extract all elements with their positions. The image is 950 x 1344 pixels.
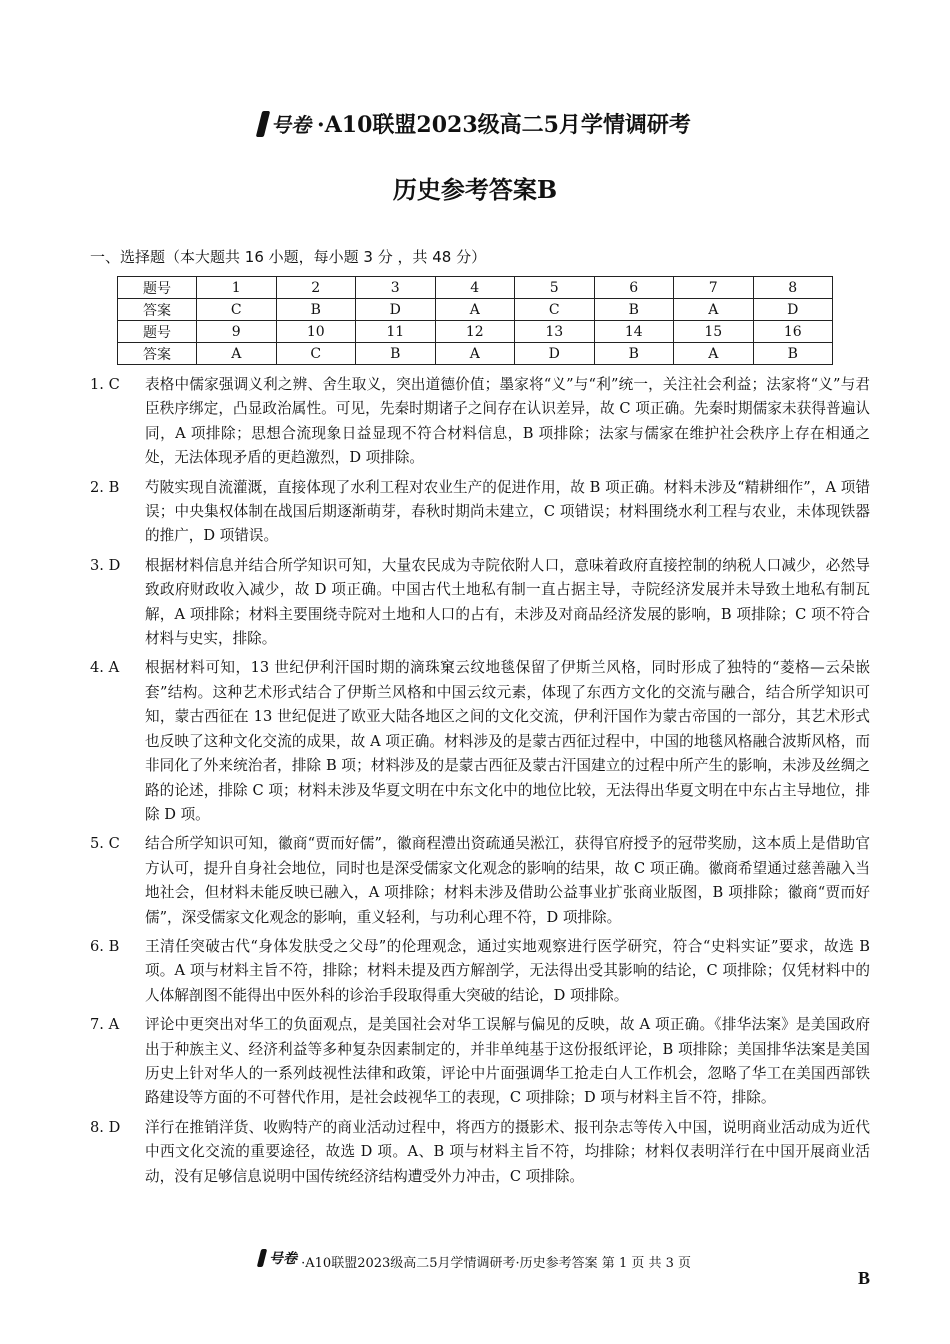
table-cell: 10 bbox=[276, 321, 356, 343]
table-cell: B bbox=[594, 343, 674, 365]
footer-logo bbox=[259, 1248, 297, 1268]
table-cell: 3 bbox=[356, 277, 436, 299]
table-cell: 13 bbox=[515, 321, 595, 343]
section-title: 一、选择题（本大题共 16 小题，每小题 3 分 ，共 48 分） bbox=[90, 248, 487, 266]
header-line bbox=[259, 108, 691, 139]
logo-mark-icon bbox=[257, 1249, 267, 1267]
explanation-item bbox=[90, 1116, 870, 1189]
table-cell: 16 bbox=[753, 321, 833, 343]
table-cell: 9 bbox=[197, 321, 277, 343]
table-cell: 5 bbox=[515, 277, 595, 299]
question-number: 5. C bbox=[90, 835, 120, 853]
explanation-item bbox=[90, 1013, 870, 1111]
page-title: 历史参考答案B bbox=[392, 175, 558, 204]
question-number: 1. C bbox=[90, 376, 120, 393]
footer-text: ·A10联盟2023级高二5月学情调研考·历史参考答案 第 1 页 共 3 页 bbox=[301, 1256, 692, 1271]
table-cell: C bbox=[515, 299, 595, 321]
table-cell: 12 bbox=[435, 321, 515, 343]
table-row bbox=[118, 299, 833, 321]
table-cell: A bbox=[197, 343, 277, 365]
table-cell: D bbox=[515, 343, 595, 365]
row-header: 答案 bbox=[118, 299, 197, 321]
logo-mark-icon bbox=[256, 111, 270, 137]
table-cell: A bbox=[674, 299, 754, 321]
explanation-text: 评论中更突出对华工的负面观点，是美国社会对华工误解与偏见的反映，故 A 项正确。《排华法案》是美国政府出于种族主义、经济利益等多种复杂因素制定的，并非单纯基于这份报纸评论，B 项排除；美国排华法案是美国历史上针对华人的一系列歧视性法律和政策，评论中片面强调华工抢走白人工作机会，忽略了华工在美国西部铁路建设等方面的不可替代作用，是社会歧视华工的表现，C 项排除；D 项与材料主旨不符，排除。 bbox=[145, 1016, 870, 1107]
table-cell: C bbox=[197, 299, 277, 321]
explanation-item bbox=[90, 554, 870, 652]
header-title: ·A10联盟2023级高二5月学情调研考 bbox=[317, 112, 691, 138]
table-cell: 4 bbox=[435, 277, 515, 299]
question-number: 4. A bbox=[90, 659, 120, 677]
footer bbox=[0, 1248, 950, 1271]
table-cell: D bbox=[356, 299, 436, 321]
table-cell: 8 bbox=[753, 277, 833, 299]
question-number: 8. D bbox=[90, 1118, 121, 1136]
table-cell: A bbox=[435, 299, 515, 321]
explanation-text: 根据材料信息并结合所学知识可知，大量农民成为寺院依附人口，意味着政府直接控制的纳税人口减少，必然导致政府财政收入减少，故 D 项正确。中国古代土地私有制一直占据主导，寺院经济发展并未导致土地私有制瓦解，A 项排除；材料主要围绕寺院对土地和人口的占有，未涉及对商品经济发展的影响，B 项排除；C 项不符合材料与史实，排除。 bbox=[145, 556, 870, 648]
question-number: 2. B bbox=[90, 478, 120, 496]
explanation-text: 洋行在推销洋货、收购特产的商业活动过程中，将西方的摄影术、报刊杂志等传入中国，说明商业活动成为近代中西文化交流的重要途径，故选 D 项。A、B 项与材料主旨不符，均排除；材料仅表明洋行在中国开展商业活动，没有足够信息说明中国传统经济结构遭受外力冲击，C 项排除。 bbox=[145, 1118, 870, 1185]
explanation-item bbox=[90, 373, 870, 471]
table-cell: D bbox=[753, 299, 833, 321]
table-cell: 11 bbox=[356, 321, 436, 343]
table-cell: 6 bbox=[594, 277, 674, 299]
explanation-text: 根据材料可知，13 世纪伊利汗国时期的滴珠窠云纹地毯保留了伊斯兰风格，同时形成了独特的“菱格—云朵嵌套”结构。这种艺术形式结合了伊斯兰风格和中国云纹元素，体现了东西方文化的交流与融合，结合所学知识可知，蒙古西征在 13 世纪促进了欧亚大陆各地区之间的文化交流，伊利汗国作为蒙古帝国的一部分，其艺术形式也反映了这种文化交流的成果，故 A 项正确。材料涉及的是蒙古西征过程中，中国的地毯风格融合波斯风格，而非同化了外来统治者，排除 B 项；材料涉及的是蒙古西征及蒙古汗国建立的过程中所产生的影响，未涉及丝绸之路的论述，排除 C 项；材料未涉及华夏文明在中东文化中的地位比较，无法得出华夏文明在中东占主导地位，排除 D 项。 bbox=[145, 659, 870, 823]
row-header: 题号 bbox=[118, 321, 197, 343]
table-cell: 14 bbox=[594, 321, 674, 343]
table-cell: B bbox=[753, 343, 833, 365]
logo-text: 号卷 bbox=[271, 113, 312, 137]
table-row bbox=[118, 277, 833, 299]
explanation-item bbox=[90, 656, 870, 827]
row-header: 答案 bbox=[118, 343, 197, 365]
explanation-item bbox=[90, 476, 870, 549]
table-row bbox=[118, 321, 833, 343]
question-number: 7. A bbox=[90, 1016, 120, 1034]
logo bbox=[259, 109, 311, 138]
table-cell: 15 bbox=[674, 321, 754, 343]
table-cell: B bbox=[356, 343, 436, 365]
explanation-item bbox=[90, 935, 870, 1008]
explanation-item bbox=[90, 832, 870, 930]
explanation-text: 结合所学知识可知，徽商“贾而好儒”，徽商程澧出资疏通吴淞江，获得官府授予的冠带奖励，这本质上是借助官方认可，提升自身社会地位，同时也是深受儒家文化观念的影响的结果，故 C 项正确。徽商希望通过慈善融入当地社会，但材料未能反映已融入，A 项排除；材料未涉及借助公益事业扩张商业版图，B 项排除；徽商“贾而好儒”，深受儒家文化观念的影响，重义轻利，与功利心理不符，D 项排除。 bbox=[145, 835, 870, 926]
explanation-text: 芍陂实现自流灌溉，直接体现了水利工程对农业生产的促进作用，故 B 项正确。材料未涉及“精耕细作”，A 项错误；中央集权体制在战国后期逐渐萌芽，春秋时期尚未建立，C 项错误；材料围绕水利工程与农业，未体现铁器的推广，D 项错误。 bbox=[145, 478, 870, 545]
question-number: 6. B bbox=[90, 937, 120, 955]
answer-table bbox=[117, 276, 833, 365]
question-number: 3. D bbox=[90, 556, 121, 574]
explanation-text: 王清任突破古代“身体发肤受之父母”的伦理观念，通过实地观察进行医学研究，符合“史料实证”要求，故选 B 项。A 项与材料主旨不符，排除；材料未提及西方解剖学，无法得出受其影响的结论，C 项排除；仅凭材料中的人体解剖图不能得出中医外科的诊治手段取得重大突破的结论，D 项排除。 bbox=[145, 937, 870, 1004]
table-cell: 2 bbox=[276, 277, 356, 299]
row-header: 题号 bbox=[118, 277, 197, 299]
table-row bbox=[118, 343, 833, 365]
footer-logo-text: 号卷 bbox=[268, 1251, 297, 1267]
header bbox=[0, 108, 950, 141]
table-cell: A bbox=[674, 343, 754, 365]
table-cell: C bbox=[276, 343, 356, 365]
table-cell: B bbox=[276, 299, 356, 321]
table-cell: 7 bbox=[674, 277, 754, 299]
table-cell: B bbox=[594, 299, 674, 321]
table-cell: A bbox=[435, 343, 515, 365]
table-cell: 1 bbox=[197, 277, 277, 299]
version-mark: B bbox=[858, 1268, 871, 1288]
explanation-text: 表格中儒家强调义利之辨、舍生取义，突出道德价值；墨家将“义”与“利”统一，关注社会利益；法家将“义”与君臣秩序绑定，凸显政治属性。可见，先秦时期诸子之间存在认识差异，故 C 项正确。先秦时期儒家未获得普遍认同，A 项排除；思想合流现象日益显现不符合材料信息，B 项排除；法家与儒家在维护社会秩序上存在相通之处，无法体现矛盾的更趋激烈，D 项排除。 bbox=[145, 376, 870, 467]
explanations bbox=[90, 373, 870, 1194]
